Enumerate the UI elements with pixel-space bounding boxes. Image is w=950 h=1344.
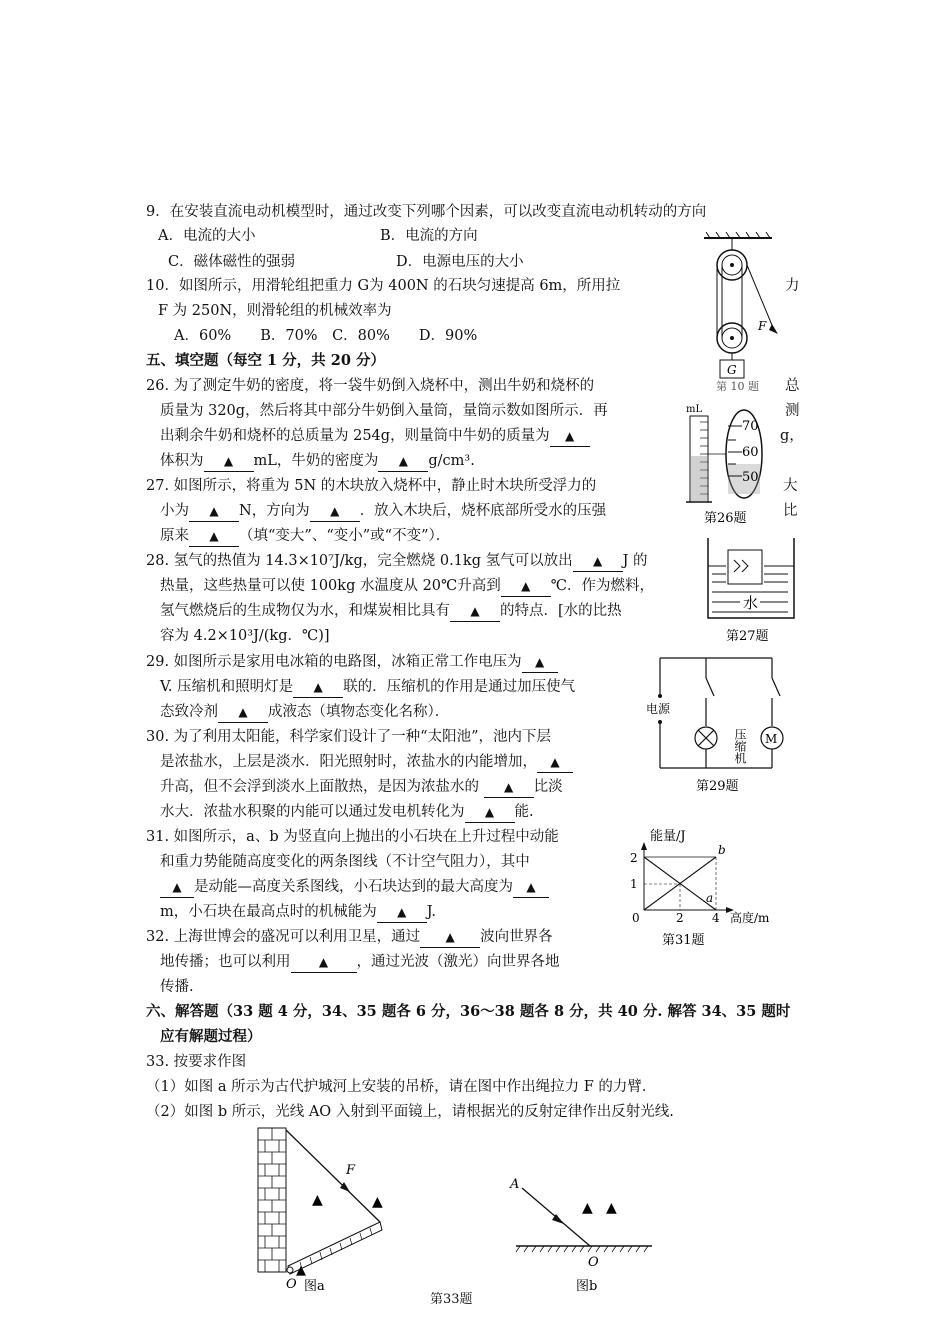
figure-26-caption: 第26题 [704, 511, 747, 526]
q32-line1: 32. 上海世博会的盛况可以利用卫星，通过▲ 波向世界各 [146, 927, 553, 948]
q31-line3: ▲是动能—高度关系图线，小石块达到的最大高度为▲ [160, 877, 549, 898]
q10-line1-end: 力 [785, 278, 800, 294]
section-5-heading: 五、填空题（每空 1 分，共 20 分） [146, 352, 385, 369]
q30-line1: 30. 为了利用太阳能，科学家们设计了一种“太阳池”，池内下层 [146, 729, 551, 745]
drawbridge-o-label: O [286, 1277, 297, 1292]
pulley-figure [698, 232, 778, 380]
figure-31-caption: 第31题 [662, 933, 705, 948]
mirror-figure [506, 1170, 656, 1298]
q31-line4: m，小石块在最高点时的机械能为▲ J. [160, 902, 436, 923]
q26-line3-end: g， [780, 428, 804, 444]
drawbridge-triangle-1: ▲ [296, 1263, 306, 1278]
drawbridge-f-label: F [346, 1163, 356, 1178]
section-6-heading: 六、解答题（33 题 4 分，34、35 题各 6 分，36～38 题各 8 分，共 40 分. 解答 34、35 题时 [146, 1003, 791, 1020]
q9-option-b: B．电流的方向 [380, 228, 478, 244]
q27-line1-end: 大 [783, 478, 798, 494]
q26-line3: 出剩余牛奶和烧杯的总质量为 254g，则量筒中牛奶的质量为▲ [160, 426, 590, 447]
figure-b-caption: 图b [576, 1279, 598, 1294]
figure-29-caption: 第29题 [696, 779, 739, 794]
q26-line1-end: 总 [785, 378, 800, 394]
q10-line1: 10．如图所示，用滑轮组把重力 G为 400N 的石块匀速提高 6m，所用拉 [146, 278, 621, 294]
figure-33-caption: 第33题 [430, 1292, 473, 1307]
fridge-circuit-figure [644, 650, 794, 800]
q30-line2: 是浓盐水，上层是淡水．阳光照射时，浓盐水的内能增加，▲ [160, 752, 573, 773]
q30-line3: 升高，但不会浮到淡水上面散热，是因为浓盐水的 ▲ 比淡 [160, 777, 563, 798]
cylinder-tick-60: 60 [742, 445, 759, 460]
circuit-compressor-label: 压缩机 [733, 728, 747, 764]
mirror-o-label: O [588, 1255, 599, 1270]
graph-origin: 0 [632, 911, 640, 925]
q30-line4: 水大．浓盐水积聚的内能可以通过发电机转化为▲ 能. [160, 802, 534, 823]
q31-line1: 31. 如图所示，a、b 为竖直向上抛出的小石块在上升过程中动能 [146, 829, 559, 845]
q28-line2: 热量，这些热量可以使 100kg 水温度从 20℃升高到▲ ℃．作为燃料， [160, 576, 654, 597]
q33-part2: （2）如图 b 所示，光线 AO 入射到平面镜上，请根据光的反射定律作出反射光线. [146, 1104, 674, 1120]
graph-b-label: b [718, 843, 726, 857]
graph-y-tick-2: 2 [630, 851, 638, 865]
q29-line3: 态致冷剂▲ 成液态（填物态变化名称）． [160, 702, 449, 723]
q27-line2-end: 比 [783, 503, 798, 519]
q33-part1: （1）如图 a 所示为古代护城河上安装的吊桥，请在图中作出绳拉力 F 的力臂． [146, 1079, 657, 1095]
q32-line3: 传播. [160, 979, 194, 995]
beaker-figure [700, 536, 802, 648]
q10-line2: F 为 250N，则滑轮组的机械效率为 [158, 303, 392, 319]
q27-line2: 小为▲ N，方向为▲ ．放入木块后，烧杯底部所受水的压强 [160, 501, 606, 522]
circuit-power-label: 电源 [646, 702, 671, 716]
graph-y-label: 能量/J [650, 829, 686, 844]
circuit-motor-label: M [765, 732, 778, 746]
graph-a-label: a [706, 891, 714, 905]
q26-line2: 质量为 320g，然后将其中部分牛奶倒入量筒，量筒示数如图所示．再 [160, 403, 608, 419]
cylinder-tick-70: 70 [742, 419, 759, 434]
q27-line1: 27. 如图所示，将重为 5N 的木块放入烧杯中，静止时木块所受浮力的 [146, 478, 597, 494]
figure-b-mark-1: ▲ [582, 1200, 593, 1216]
mirror-a-label: A [510, 1177, 520, 1192]
q26-line1: 26. 为了测定牛奶的密度，将一袋牛奶倒入烧杯中，测出牛奶和烧杯的 [146, 378, 595, 394]
q9-option-a: A．电流的大小 [158, 228, 256, 244]
cylinder-unit-label: mL [686, 404, 703, 415]
q28-line4: 容为 4.2×10³J/(kg．℃)] [160, 628, 330, 644]
figure-a-mark-1: ▲ [312, 1192, 323, 1208]
graph-x-tick-4: 4 [712, 911, 720, 925]
drawbridge-figure [250, 1122, 400, 1294]
q29-line1: 29. 如图所示是家用电冰箱的电路图，冰箱正常工作电压为▲ [146, 652, 558, 673]
q26-line4: 体积为▲ mL，牛奶的密度为▲ g/cm³. [160, 451, 475, 472]
energy-height-graph [626, 822, 786, 950]
figure-b-mark-2: ▲ [606, 1200, 617, 1216]
figure-27-caption: 第27题 [726, 629, 769, 644]
cylinder-top-caption: 第 10 题 [716, 380, 759, 393]
pulley-g-label: G [727, 363, 737, 377]
q28-line3: 氢气燃烧后的生成物仅为水，和煤炭相比具有▲ 的特点．[水的比热 [160, 601, 622, 622]
q9-stem: 9．在安装直流电动机模型时，通过改变下列哪个因素，可以改变直流电动机转动的方向 [146, 204, 707, 220]
q33-title: 33. 按要求作图 [146, 1054, 247, 1070]
graph-x-tick-2: 2 [676, 911, 684, 925]
q32-line2: 地传播；也可以利用▲ ，通过光波（激光）向世界各地 [160, 952, 560, 973]
q10-options: A．60% B．70% C．80% D．90% [174, 328, 478, 344]
figure-a-caption: 图a [304, 1279, 325, 1294]
q26-line2-end: 测 [785, 403, 800, 419]
q9-option-d: D．电源电压的大小 [396, 254, 524, 270]
pulley-f-label: F [758, 319, 767, 333]
q9-option-c: C．磁体磁性的强弱 [168, 254, 296, 270]
figure-a-mark-2: ▲ [372, 1194, 383, 1210]
graduated-cylinder-figure [684, 378, 790, 526]
graph-y-tick-1: 1 [630, 877, 638, 891]
q28-line1: 28. 氢气的热值为 14.3×10⁷J/kg，完全燃烧 0.1kg 氢气可以放出▲ J 的 [146, 551, 648, 572]
beaker-water-label: 水 [743, 594, 759, 612]
q29-line2: V. 压缩机和照明灯是▲ 联的．压缩机的作用是通过加压使气 [160, 677, 575, 698]
q31-line2: 和重力势能随高度变化的两条图线（不计空气阻力），其中 [160, 854, 530, 870]
q27-line3: 原来▲ （填“变大”、“变小”或“不变”）． [160, 526, 450, 547]
cylinder-tick-50: 50 [742, 470, 759, 485]
section-6-heading-cont: 应有解题过程） [160, 1028, 262, 1045]
graph-x-label: 高度/m [730, 911, 770, 925]
